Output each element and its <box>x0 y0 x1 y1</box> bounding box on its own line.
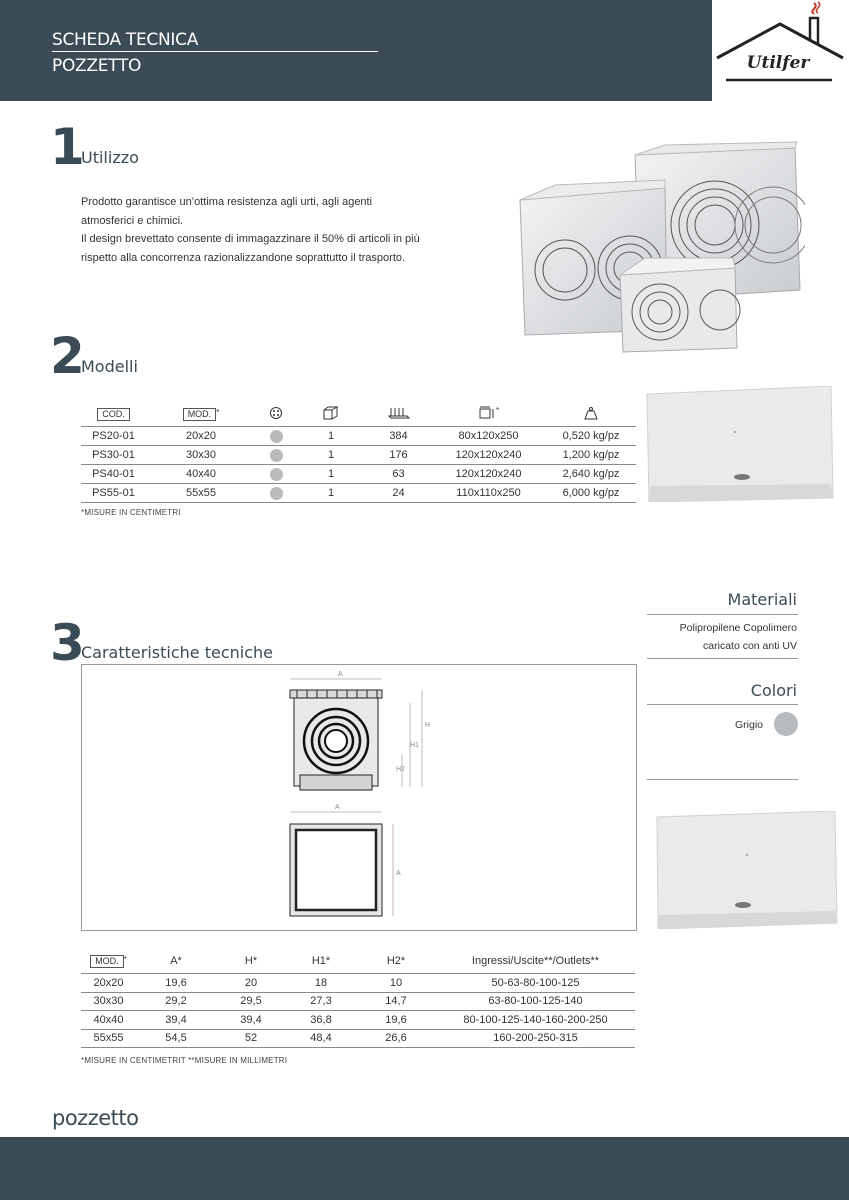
colors-divider <box>647 704 798 705</box>
table-header-row <box>81 402 636 427</box>
cell-outlets: 80-100-125-140-160-200-250 <box>436 1011 635 1030</box>
colors-divider-bottom <box>647 779 798 780</box>
dimensions-icon <box>478 406 496 420</box>
dim-label-a-top: A <box>335 804 340 811</box>
color-dot <box>270 449 283 462</box>
cell-cod: PS20-01 <box>81 427 146 446</box>
cell-dims: 120x120x240 <box>431 465 546 484</box>
table-row <box>81 1029 635 1048</box>
header-h1: H1* <box>311 955 331 967</box>
technical-drawing <box>82 665 636 930</box>
dim-label-h1: H1 <box>410 742 419 749</box>
header-divider <box>52 51 378 52</box>
header-outlets: Ingressi/Uscite**/Outlets** <box>471 955 600 967</box>
cell-dims: 80x120x250 <box>431 427 546 446</box>
cell-mod: 55x55 <box>81 1029 136 1048</box>
cell-h2: 10 <box>356 974 436 993</box>
table-row <box>81 446 636 465</box>
cell-mod: 30x30 <box>146 446 256 465</box>
cell-weight: 1,200 kg/pz <box>546 446 636 465</box>
cell-mod: 40x40 <box>146 465 256 484</box>
color-dot <box>270 430 283 443</box>
cell-pack: 1 <box>296 446 366 465</box>
cod-label: COD. <box>97 408 130 421</box>
dim-label-h2: H2 <box>396 766 405 773</box>
section-title-utilizzo: Utilizzo <box>81 148 139 167</box>
cell-dims: 120x120x240 <box>431 446 546 465</box>
cell-cod: PS55-01 <box>81 484 146 503</box>
cell-pallet: 176 <box>366 446 431 465</box>
cell-h2: 14,7 <box>356 992 436 1011</box>
header-h2: H2* <box>386 955 406 967</box>
materials-title: Materiali <box>727 590 797 609</box>
materials-divider <box>647 614 798 615</box>
dim-label-h: H <box>425 722 431 729</box>
header-a: A* <box>170 955 182 967</box>
pallet-icon <box>388 406 410 420</box>
specs-table <box>81 949 635 1048</box>
cell-pallet: 24 <box>366 484 431 503</box>
colors-title: Colori <box>750 681 797 700</box>
cell-a: 19,6 <box>136 974 216 993</box>
cell-outlets: 50-63-80-100-125 <box>436 974 635 993</box>
cell-weight: 0,520 kg/pz <box>546 427 636 446</box>
cell-pack: 1 <box>296 427 366 446</box>
mod-star: * <box>216 407 220 417</box>
cell-mod: 30x30 <box>81 992 136 1011</box>
section-number-3: 3 <box>50 614 83 672</box>
desc-line: Il design brevettato consente di immagazzinare il 50% di articoli in più <box>81 233 420 245</box>
lid-photo <box>645 386 835 502</box>
models-note: *MISURE IN CENTIMETRI <box>81 508 181 517</box>
header-subtitle: POZZETTO <box>52 56 142 76</box>
section-number-2: 2 <box>50 327 83 385</box>
description-text <box>81 193 461 267</box>
section-title-caratteristiche: Caratteristiche tecniche <box>81 643 273 662</box>
cell-outlets: 160-200-250-315 <box>436 1029 635 1048</box>
cell-h: 39,4 <box>216 1011 286 1030</box>
desc-line: atmosferici e chimici. <box>81 214 184 227</box>
materials-line-1: Polipropilene Copolimero <box>679 622 797 634</box>
color-palette-icon <box>269 406 283 420</box>
table-row <box>81 974 635 993</box>
cell-h: 20 <box>216 974 286 993</box>
box-pack-icon <box>322 406 340 420</box>
cell-h: 29,5 <box>216 992 286 1011</box>
desc-line: Prodotto garantisce un’ottima resistenza agli urti, agli agenti <box>81 196 373 208</box>
dim-label-a: A <box>338 671 343 678</box>
dims-star: * <box>495 405 500 415</box>
cell-cod: PS40-01 <box>81 465 146 484</box>
cell-dims: 110x110x250 <box>431 484 546 503</box>
footer-bar <box>0 1137 849 1200</box>
color-swatch-grey <box>774 712 798 736</box>
product-photo <box>515 140 805 355</box>
mod-label: MOD. <box>90 955 124 968</box>
cell-pack: 1 <box>296 484 366 503</box>
section-title-modelli: Modelli <box>81 357 138 376</box>
cell-outlets: 63-80-100-125-140 <box>436 992 635 1011</box>
table-header-row <box>81 949 635 974</box>
technical-drawing-frame <box>81 664 637 931</box>
color-name: Grigio <box>734 719 763 731</box>
footer-title: pozzetto <box>52 1106 139 1130</box>
table-row <box>81 465 636 484</box>
cell-a: 54,5 <box>136 1029 216 1048</box>
cell-weight: 6,000 kg/pz <box>546 484 636 503</box>
cell-h: 52 <box>216 1029 286 1048</box>
mod-label: MOD. <box>183 408 217 421</box>
materials-divider-bottom <box>647 658 798 659</box>
cell-h1: 18 <box>286 974 356 993</box>
lid-photo-2 <box>655 811 838 929</box>
table-row <box>81 992 635 1011</box>
header-title: SCHEDA TECNICA <box>52 30 199 50</box>
cell-mod: 40x40 <box>81 1011 136 1030</box>
logo-text: Utilfer <box>746 53 810 73</box>
cell-h2: 26,6 <box>356 1029 436 1048</box>
cell-weight: 2,640 kg/pz <box>546 465 636 484</box>
section-number-1: 1 <box>50 118 83 176</box>
cell-mod: 20x20 <box>81 974 136 993</box>
header-h: H* <box>244 955 258 967</box>
models-table <box>81 402 636 503</box>
cell-mod: 55x55 <box>146 484 256 503</box>
cell-a: 39,4 <box>136 1011 216 1030</box>
table-row <box>81 1011 635 1030</box>
cell-pallet: 384 <box>366 427 431 446</box>
cell-cod: PS30-01 <box>81 446 146 465</box>
cell-a: 29,2 <box>136 992 216 1011</box>
materials-line-2: caricato con anti UV <box>703 640 797 652</box>
cell-h2: 19,6 <box>356 1011 436 1030</box>
desc-line: rispetto alla concorrenza razionalizzandone soprattutto il trasporto. <box>81 251 406 264</box>
color-dot <box>270 487 283 500</box>
table-row <box>81 484 636 503</box>
cell-h1: 27,3 <box>286 992 356 1011</box>
cell-h1: 36,8 <box>286 1011 356 1030</box>
cell-pallet: 63 <box>366 465 431 484</box>
table-row <box>81 427 636 446</box>
mod-star: * <box>123 954 127 964</box>
utilfer-logo <box>712 0 849 101</box>
header-bar <box>0 0 712 101</box>
dim-label-a-side: A <box>396 870 401 877</box>
cell-h1: 48,4 <box>286 1029 356 1048</box>
color-dot <box>270 468 283 481</box>
specs-note: *MISURE IN CENTIMETRIT **MISURE IN MILLIMETRI <box>81 1056 288 1065</box>
cell-mod: 20x20 <box>146 427 256 446</box>
weight-icon <box>583 406 599 420</box>
cell-pack: 1 <box>296 465 366 484</box>
